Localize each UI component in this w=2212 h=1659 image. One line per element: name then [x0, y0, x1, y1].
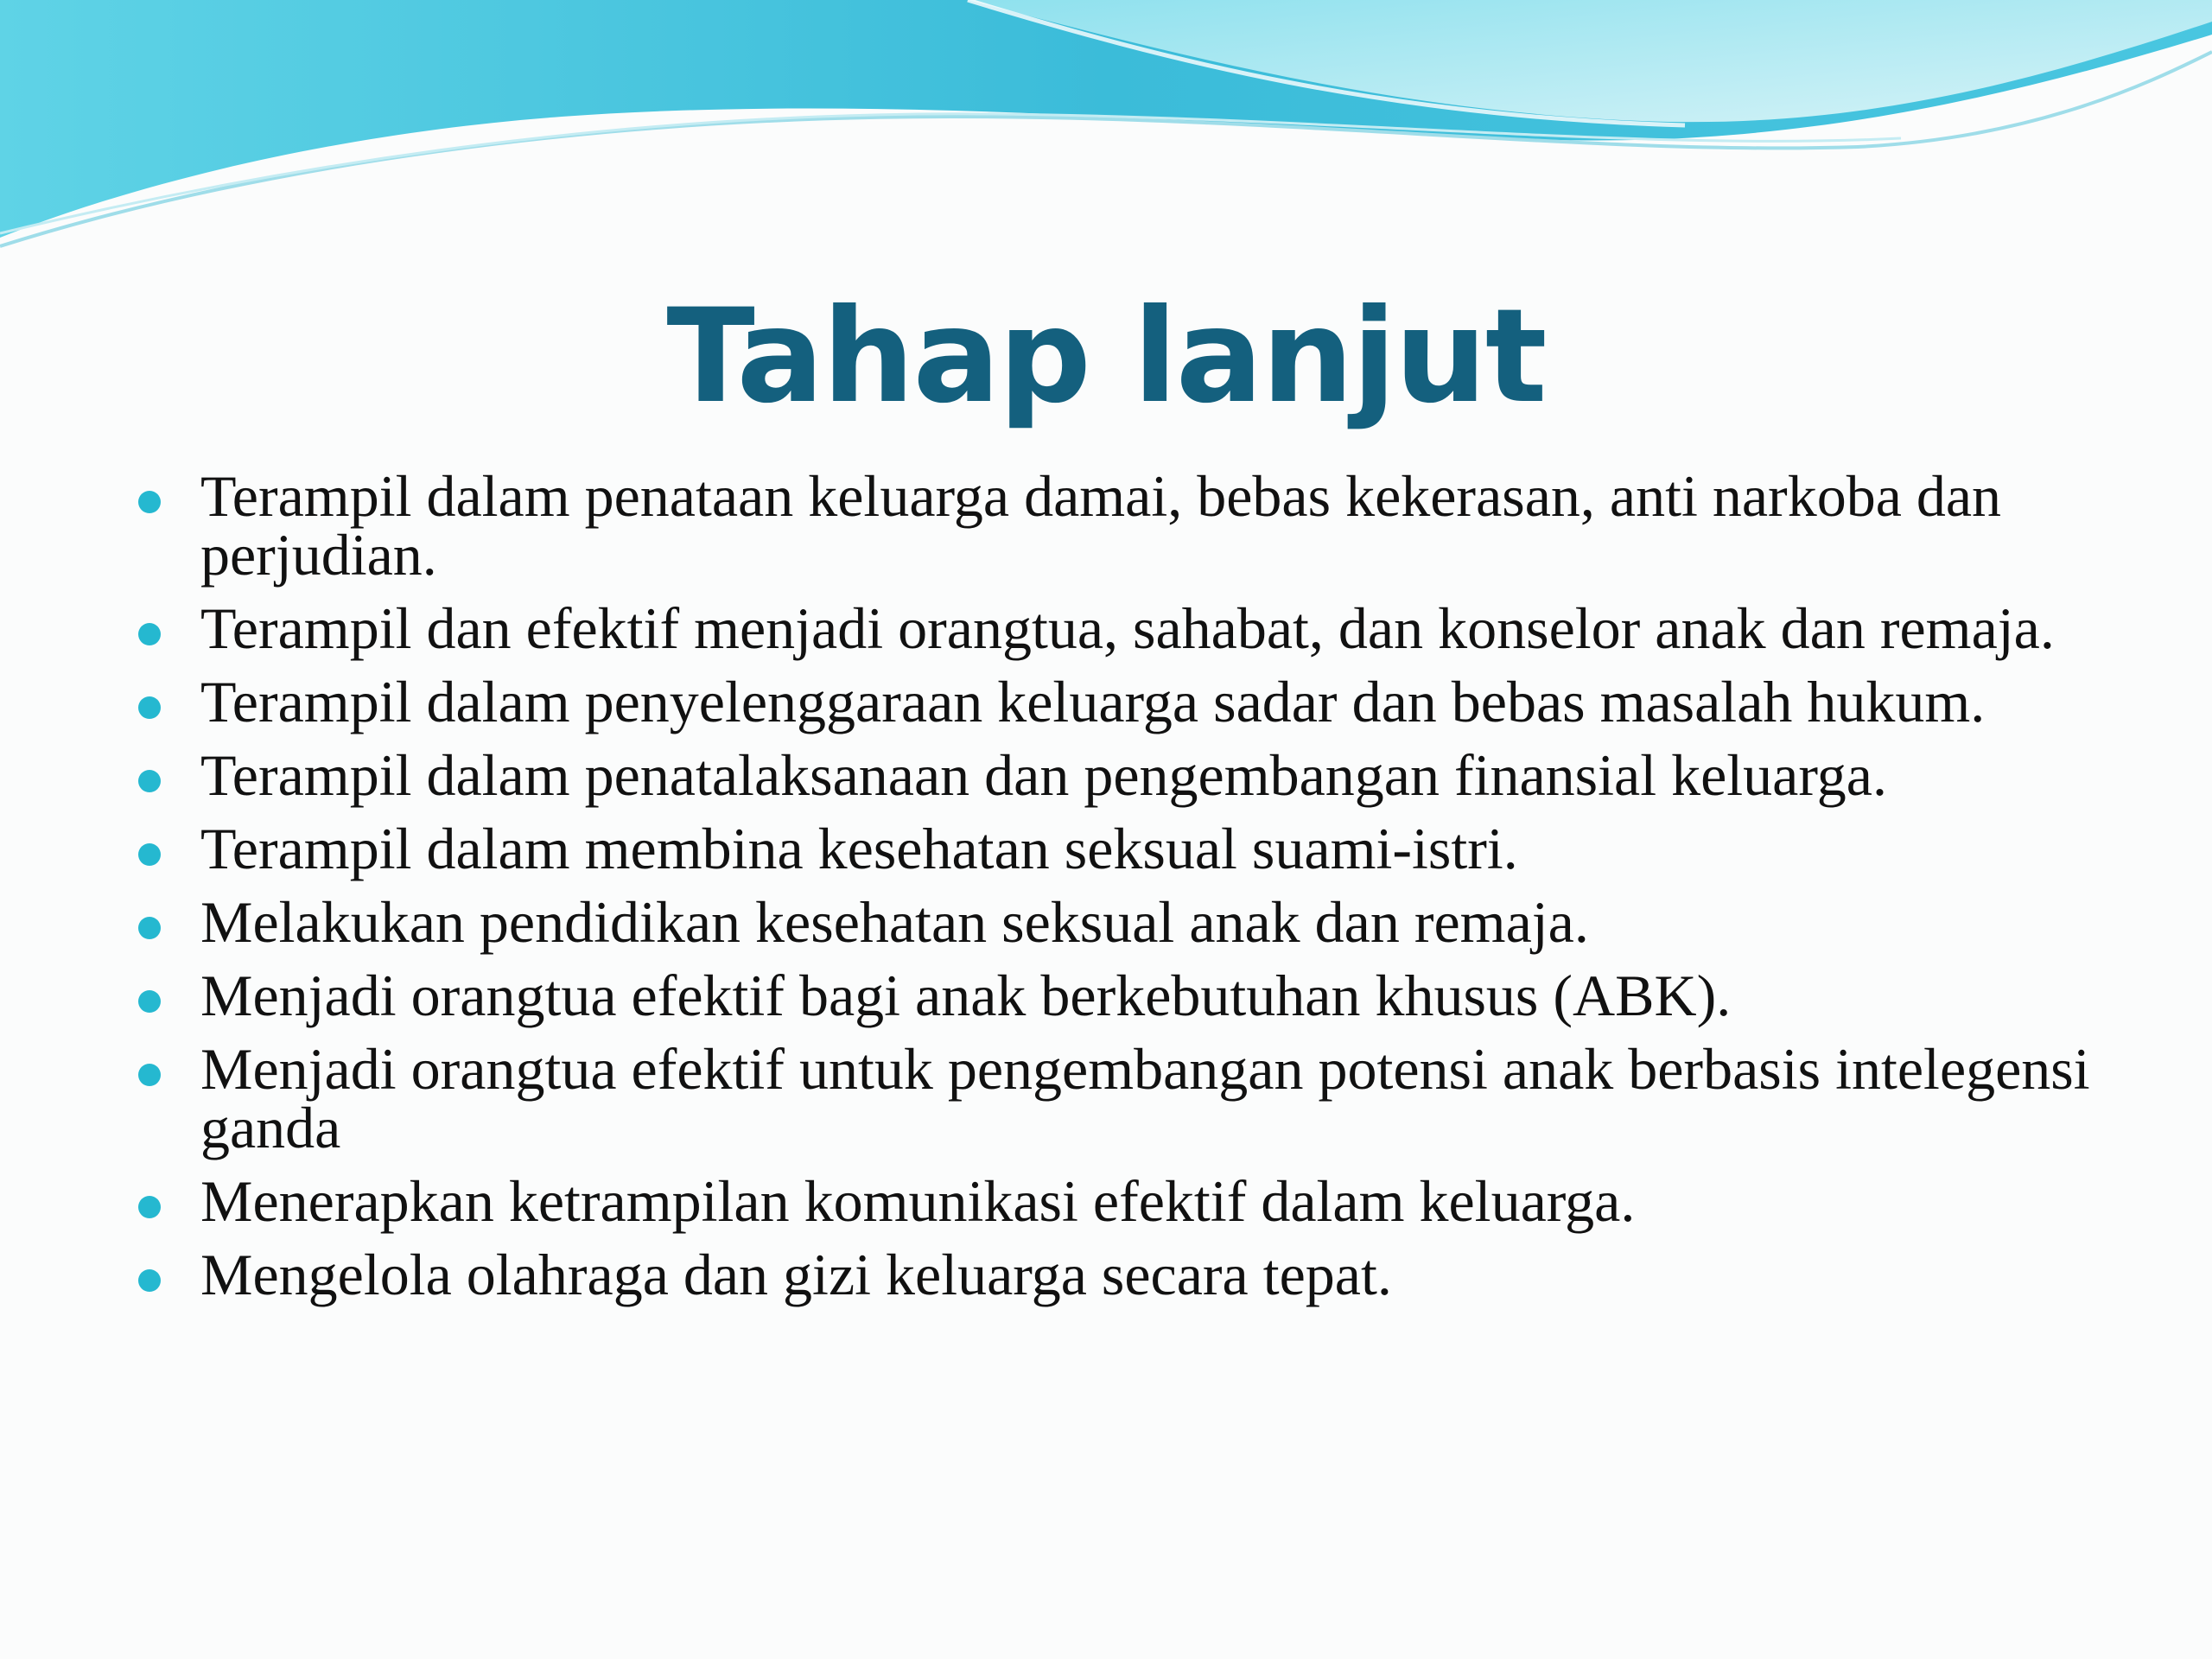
bullet-item	[138, 816, 2117, 881]
bullet-item	[138, 595, 2117, 661]
bullet-item	[138, 463, 2117, 588]
bullet-dot-icon	[138, 623, 161, 645]
bullet-text: Mengelola olahraga dan gizi keluarga secara tepat.	[200, 1242, 1392, 1307]
bullet-text: Terampil dalam membina kesehatan seksual suami-istri.	[200, 816, 1518, 881]
bullet-text: Terampil dalam penataan keluarga damai, bebas kekerasan, anti narkoba dan perjudian.	[200, 463, 2002, 588]
bullet-dot-icon	[138, 990, 161, 1013]
slide-title: Tahap lanjut	[666, 282, 1546, 432]
bullet-text: Menerapkan ketrampilan komunikasi efektif dalam keluarga.	[200, 1168, 1636, 1234]
bullet-item	[138, 889, 2117, 955]
bullet-text: Menjadi orangtua efektif bagi anak berkebutuhan khusus (ABK).	[200, 963, 1732, 1028]
bullet-text: Melakukan pendidikan kesehatan seksual anak dan remaja.	[200, 889, 1589, 955]
bullet-dot-icon	[138, 1064, 161, 1086]
bullet-text: Terampil dalam penatalaksanaan dan pengembangan finansial keluarga.	[200, 742, 1887, 808]
bullet-dot-icon	[138, 843, 161, 866]
bullet-dot-icon	[138, 917, 161, 939]
bullet-item	[138, 669, 2117, 734]
bullet-dot-icon	[138, 491, 161, 513]
bullet-item	[138, 963, 2117, 1028]
bullet-dot-icon	[138, 1269, 161, 1292]
bullet-dot-icon	[138, 770, 161, 792]
bullet-item	[138, 1168, 2117, 1234]
bullet-text: Terampil dan efektif menjadi orangtua, sahabat, dan konselor anak dan remaja.	[200, 595, 2055, 661]
wave-header-decoration	[0, 0, 2212, 259]
bullet-dot-icon	[138, 1196, 161, 1218]
bullet-dot-icon	[138, 696, 161, 719]
bullet-item	[138, 1242, 2117, 1307]
bullet-text: Terampil dalam penyelenggaraan keluarga sadar dan bebas masalah hukum.	[200, 669, 1986, 734]
bullet-text: Menjadi orangtua efektif untuk pengembangan potensi anak berbasis intelegensi ganda	[200, 1036, 2090, 1160]
bullet-item	[138, 1036, 2117, 1160]
bullet-item	[138, 742, 2117, 808]
bullet-list	[138, 463, 2117, 1319]
